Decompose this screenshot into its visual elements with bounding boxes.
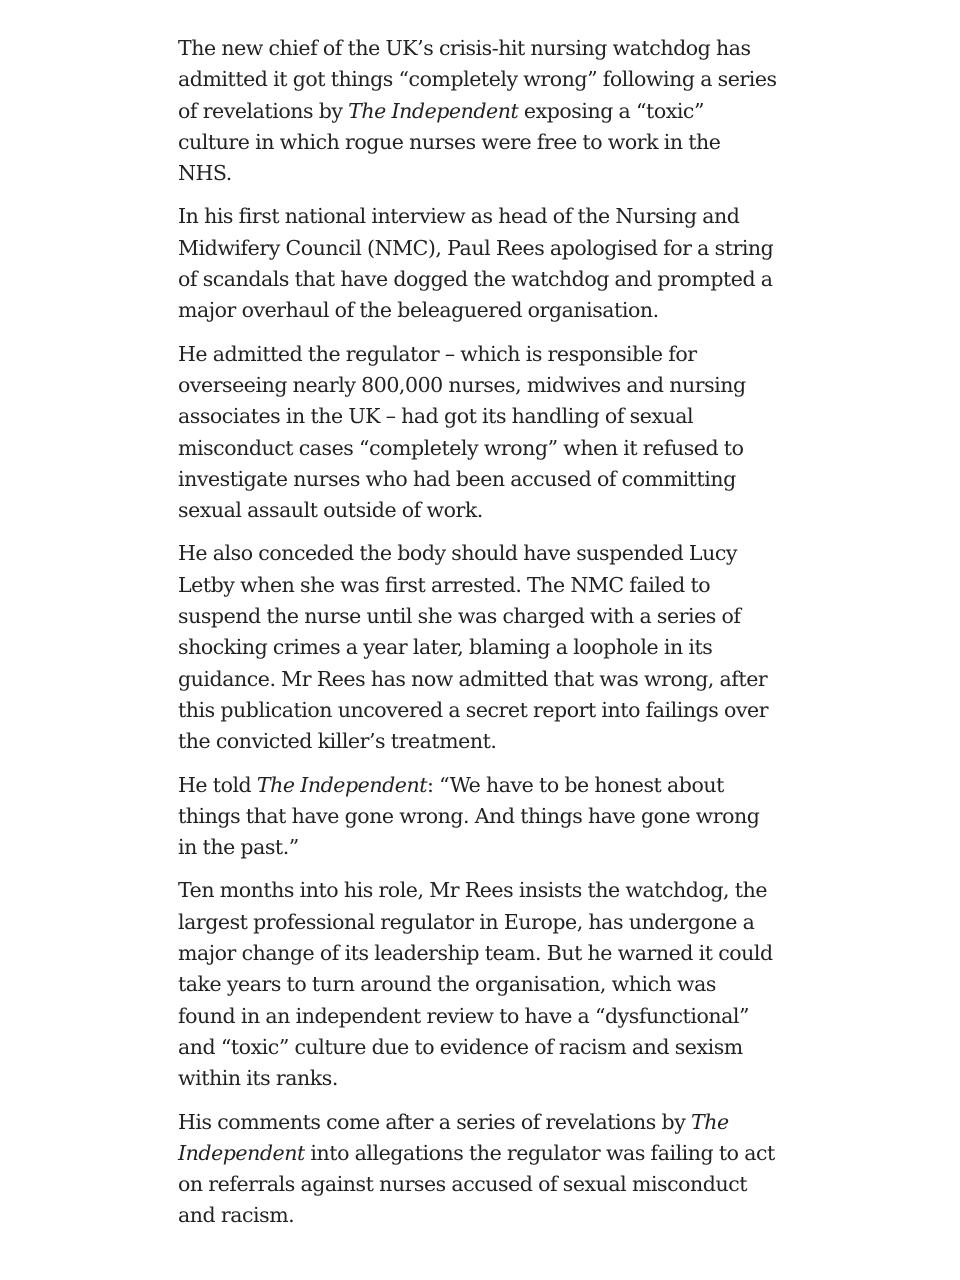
article-body <box>178 33 778 1244</box>
paragraph-text: exposing a “toxic” culture in which rogue nurses were free to work in the NHS. <box>178 98 721 186</box>
publication-name: The Independent <box>348 98 519 123</box>
paragraph-text: : “We have to be honest about things that have gone wrong. And things have gone wrong in the past.” <box>178 772 760 860</box>
paragraph-text: He admitted the regulator – which is responsible for overseeing nearly 800,000 nurses, midwives and nursing associates in the UK – had got its handling of sexual misconduct cases “completely wrong” when it refused to investigate nurses who had been accused of committing sexual assault outside of work. <box>178 341 746 523</box>
article-paragraph <box>178 875 778 1094</box>
paragraph-text: In his first national interview as head of the Nursing and Midwifery Council (NMC), Paul Rees apologised for a string of scandals that have dogged the watchdog and prompted a major overhaul of the beleaguered organisation. <box>178 204 774 323</box>
publication-name: The Independent <box>178 1109 729 1165</box>
article-paragraph <box>178 1107 778 1232</box>
paragraph-text: He told <box>178 772 257 797</box>
paragraph-text: The new chief of the UK’s crisis-hit nursing watchdog has admitted it got things “completely wrong” following a series of revelations by <box>178 36 777 123</box>
paragraph-text: His comments come after a series of revelations by <box>178 1109 692 1134</box>
paragraph-text: Ten months into his role, Mr Rees insists the watchdog, the largest professional regulator in Europe, has undergone a major change of its leadership team. But he warned it could take years to turn around the organisation, which was found in an independent review to have a “dysfunctional” and “toxic” culture due to evidence of racism and sexism within its ranks. <box>178 878 773 1091</box>
publication-name: The Independent <box>256 772 427 797</box>
article-paragraph <box>178 33 778 189</box>
article-paragraph <box>178 339 778 527</box>
article-paragraph <box>178 201 778 326</box>
paragraph-text: into allegations the regulator was failing to act on referrals against nurses accused of sexual misconduct and racism. <box>178 1140 775 1228</box>
article-paragraph <box>178 770 778 864</box>
article-paragraph <box>178 538 778 757</box>
paragraph-text: He also conceded the body should have suspended Lucy Letby when she was first arrested. The NMC failed to suspend the nurse until she was charged with a series of shocking crimes a year later, blaming a loophole in its guidance. Mr Rees has now admitted that was wrong, after this publication uncovered a secret report into failings over the convicted killer’s treatment. <box>178 541 769 754</box>
